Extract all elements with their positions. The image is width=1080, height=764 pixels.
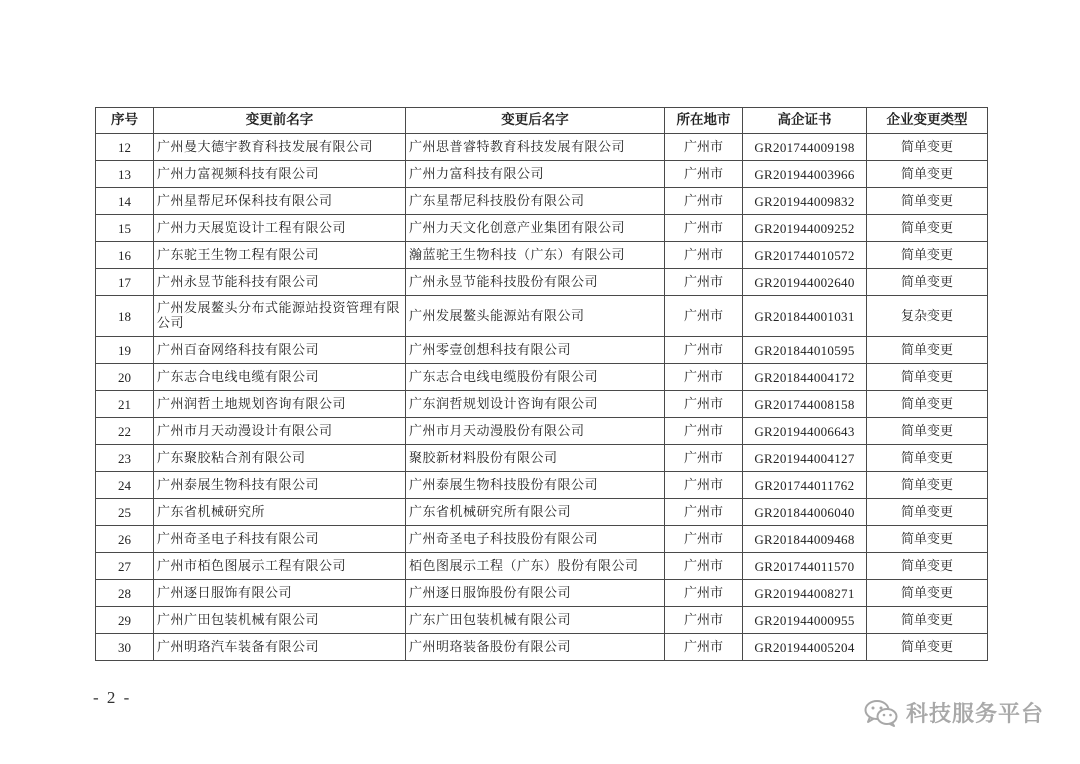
cell-city: 广州市	[665, 472, 743, 499]
table-row	[96, 215, 988, 242]
cell-certificate-number: GR201844006040	[743, 499, 867, 526]
cell-certificate-number: GR201744011762	[743, 472, 867, 499]
cell-city: 广州市	[665, 134, 743, 161]
table-row	[96, 499, 988, 526]
cell-change-type: 简单变更	[867, 634, 988, 661]
cell-name-before-change: 广州力富视频科技有限公司	[154, 161, 406, 188]
cell-name-after-change: 广州思普睿特教育科技发展有限公司	[406, 134, 665, 161]
cell-name-before-change: 广州永昱节能科技有限公司	[154, 269, 406, 296]
cell-city: 广州市	[665, 161, 743, 188]
cell-change-type: 简单变更	[867, 134, 988, 161]
cell-certificate-number: GR201944008271	[743, 580, 867, 607]
header-serial-number: 序号	[96, 108, 154, 134]
cell-serial-number: 29	[96, 607, 154, 634]
page-number: - 2 -	[93, 688, 132, 707]
enterprise-name-change-table	[95, 107, 988, 661]
table-row	[96, 337, 988, 364]
cell-name-after-change: 广州零壹创想科技有限公司	[406, 337, 665, 364]
header-city: 所在地市	[665, 108, 743, 134]
cell-name-after-change: 瀚蓝驼王生物科技（广东）有限公司	[406, 242, 665, 269]
cell-city: 广州市	[665, 418, 743, 445]
cell-city: 广州市	[665, 526, 743, 553]
cell-serial-number: 23	[96, 445, 154, 472]
watermark-text: 科技服务平台	[905, 702, 1044, 727]
cell-certificate-number: GR201944003966	[743, 161, 867, 188]
table-row	[96, 269, 988, 296]
cell-name-after-change: 广州泰展生物科技股份有限公司	[406, 472, 665, 499]
cell-certificate-number: GR201944004127	[743, 445, 867, 472]
cell-change-type: 简单变更	[867, 499, 988, 526]
cell-city: 广州市	[665, 580, 743, 607]
cell-name-after-change: 栢色图展示工程（广东）股份有限公司	[406, 553, 665, 580]
cell-change-type: 简单变更	[867, 188, 988, 215]
cell-serial-number: 13	[96, 161, 154, 188]
cell-city: 广州市	[665, 215, 743, 242]
cell-name-after-change: 广州奇圣电子科技股份有限公司	[406, 526, 665, 553]
table-row	[96, 391, 988, 418]
cell-change-type: 简单变更	[867, 269, 988, 296]
cell-name-after-change: 广东志合电线电缆股份有限公司	[406, 364, 665, 391]
cell-serial-number: 25	[96, 499, 154, 526]
table-row	[96, 607, 988, 634]
cell-city: 广州市	[665, 337, 743, 364]
cell-serial-number: 22	[96, 418, 154, 445]
cell-name-after-change: 广东润哲规划设计咨询有限公司	[406, 391, 665, 418]
header-certificate: 高企证书	[743, 108, 867, 134]
cell-name-before-change: 广东志合电线电缆有限公司	[154, 364, 406, 391]
cell-name-after-change: 广东省机械研究所有限公司	[406, 499, 665, 526]
cell-certificate-number: GR201944005204	[743, 634, 867, 661]
cell-name-before-change: 广州明珞汽车装备有限公司	[154, 634, 406, 661]
cell-name-after-change: 广州市月天动漫股份有限公司	[406, 418, 665, 445]
cell-city: 广州市	[665, 553, 743, 580]
table-row	[96, 161, 988, 188]
cell-name-before-change: 广东省机械研究所	[154, 499, 406, 526]
cell-serial-number: 21	[96, 391, 154, 418]
cell-certificate-number: GR201744010572	[743, 242, 867, 269]
cell-city: 广州市	[665, 634, 743, 661]
cell-name-before-change: 广州星帮尼环保科技有限公司	[154, 188, 406, 215]
cell-change-type: 简单变更	[867, 161, 988, 188]
table-header-row	[96, 108, 988, 134]
cell-city: 广州市	[665, 188, 743, 215]
cell-change-type: 简单变更	[867, 445, 988, 472]
cell-city: 广州市	[665, 269, 743, 296]
cell-name-before-change: 广州润哲土地规划咨询有限公司	[154, 391, 406, 418]
cell-serial-number: 30	[96, 634, 154, 661]
cell-change-type: 简单变更	[867, 242, 988, 269]
cell-city: 广州市	[665, 499, 743, 526]
table-row	[96, 364, 988, 391]
cell-city: 广州市	[665, 364, 743, 391]
cell-serial-number: 16	[96, 242, 154, 269]
cell-change-type: 简单变更	[867, 418, 988, 445]
cell-name-before-change: 广东驼王生物工程有限公司	[154, 242, 406, 269]
cell-certificate-number: GR201844004172	[743, 364, 867, 391]
cell-serial-number: 15	[96, 215, 154, 242]
cell-certificate-number: GR201844009468	[743, 526, 867, 553]
cell-certificate-number: GR201944009252	[743, 215, 867, 242]
cell-name-before-change: 广州泰展生物科技有限公司	[154, 472, 406, 499]
cell-certificate-number: GR201944002640	[743, 269, 867, 296]
cell-name-after-change: 广州逐日服饰股份有限公司	[406, 580, 665, 607]
table-row	[96, 526, 988, 553]
cell-certificate-number: GR201744009198	[743, 134, 867, 161]
cell-serial-number: 24	[96, 472, 154, 499]
cell-serial-number: 19	[96, 337, 154, 364]
cell-certificate-number: GR201744011570	[743, 553, 867, 580]
cell-city: 广州市	[665, 607, 743, 634]
cell-name-after-change: 广州发展鳌头能源站有限公司	[406, 296, 665, 337]
cell-change-type: 简单变更	[867, 215, 988, 242]
cell-name-before-change: 广州发展鳌头分布式能源站投资管理有限公司	[154, 296, 406, 337]
cell-change-type: 简单变更	[867, 472, 988, 499]
wechat-icon	[864, 699, 898, 727]
cell-certificate-number: GR201844001031	[743, 296, 867, 337]
header-change-type: 企业变更类型	[867, 108, 988, 134]
cell-change-type: 简单变更	[867, 391, 988, 418]
cell-serial-number: 12	[96, 134, 154, 161]
header-name-after-change: 变更后名字	[406, 108, 665, 134]
cell-name-before-change: 广州百奋网络科技有限公司	[154, 337, 406, 364]
cell-change-type: 简单变更	[867, 607, 988, 634]
cell-name-after-change: 广东广田包装机械有限公司	[406, 607, 665, 634]
cell-name-before-change: 广州曼大德宇教育科技发展有限公司	[154, 134, 406, 161]
cell-serial-number: 17	[96, 269, 154, 296]
table-row	[96, 418, 988, 445]
cell-city: 广州市	[665, 242, 743, 269]
cell-serial-number: 28	[96, 580, 154, 607]
table-row	[96, 242, 988, 269]
table-row	[96, 553, 988, 580]
cell-name-before-change: 广东聚胶粘合剂有限公司	[154, 445, 406, 472]
cell-certificate-number: GR201944009832	[743, 188, 867, 215]
table-row	[96, 580, 988, 607]
header-name-before-change: 变更前名字	[154, 108, 406, 134]
cell-name-before-change: 广州市栢色图展示工程有限公司	[154, 553, 406, 580]
cell-name-before-change: 广州广田包装机械有限公司	[154, 607, 406, 634]
cell-name-before-change: 广州市月天动漫设计有限公司	[154, 418, 406, 445]
cell-certificate-number: GR201744008158	[743, 391, 867, 418]
cell-name-before-change: 广州逐日服饰有限公司	[154, 580, 406, 607]
cell-serial-number: 26	[96, 526, 154, 553]
watermark	[864, 697, 1044, 728]
cell-name-after-change: 广州明珞装备股份有限公司	[406, 634, 665, 661]
table-row	[96, 445, 988, 472]
table-row	[96, 134, 988, 161]
table-row	[96, 188, 988, 215]
cell-serial-number: 20	[96, 364, 154, 391]
cell-name-after-change: 广州力富科技有限公司	[406, 161, 665, 188]
cell-certificate-number: GR201944006643	[743, 418, 867, 445]
cell-certificate-number: GR201944000955	[743, 607, 867, 634]
cell-name-after-change: 广州力天文化创意产业集团有限公司	[406, 215, 665, 242]
cell-name-before-change: 广州奇圣电子科技有限公司	[154, 526, 406, 553]
table-row	[96, 296, 988, 337]
cell-certificate-number: GR201844010595	[743, 337, 867, 364]
cell-city: 广州市	[665, 391, 743, 418]
table-body	[96, 134, 988, 661]
cell-change-type: 简单变更	[867, 526, 988, 553]
cell-name-after-change: 聚胶新材料股份有限公司	[406, 445, 665, 472]
cell-serial-number: 14	[96, 188, 154, 215]
cell-change-type: 复杂变更	[867, 296, 988, 337]
table-row	[96, 634, 988, 661]
cell-city: 广州市	[665, 445, 743, 472]
cell-name-after-change: 广东星帮尼科技股份有限公司	[406, 188, 665, 215]
table-row	[96, 472, 988, 499]
cell-name-after-change: 广州永昱节能科技股份有限公司	[406, 269, 665, 296]
cell-city: 广州市	[665, 296, 743, 337]
cell-change-type: 简单变更	[867, 580, 988, 607]
cell-name-before-change: 广州力天展览设计工程有限公司	[154, 215, 406, 242]
cell-change-type: 简单变更	[867, 337, 988, 364]
cell-serial-number: 18	[96, 296, 154, 337]
cell-change-type: 简单变更	[867, 553, 988, 580]
cell-change-type: 简单变更	[867, 364, 988, 391]
cell-serial-number: 27	[96, 553, 154, 580]
